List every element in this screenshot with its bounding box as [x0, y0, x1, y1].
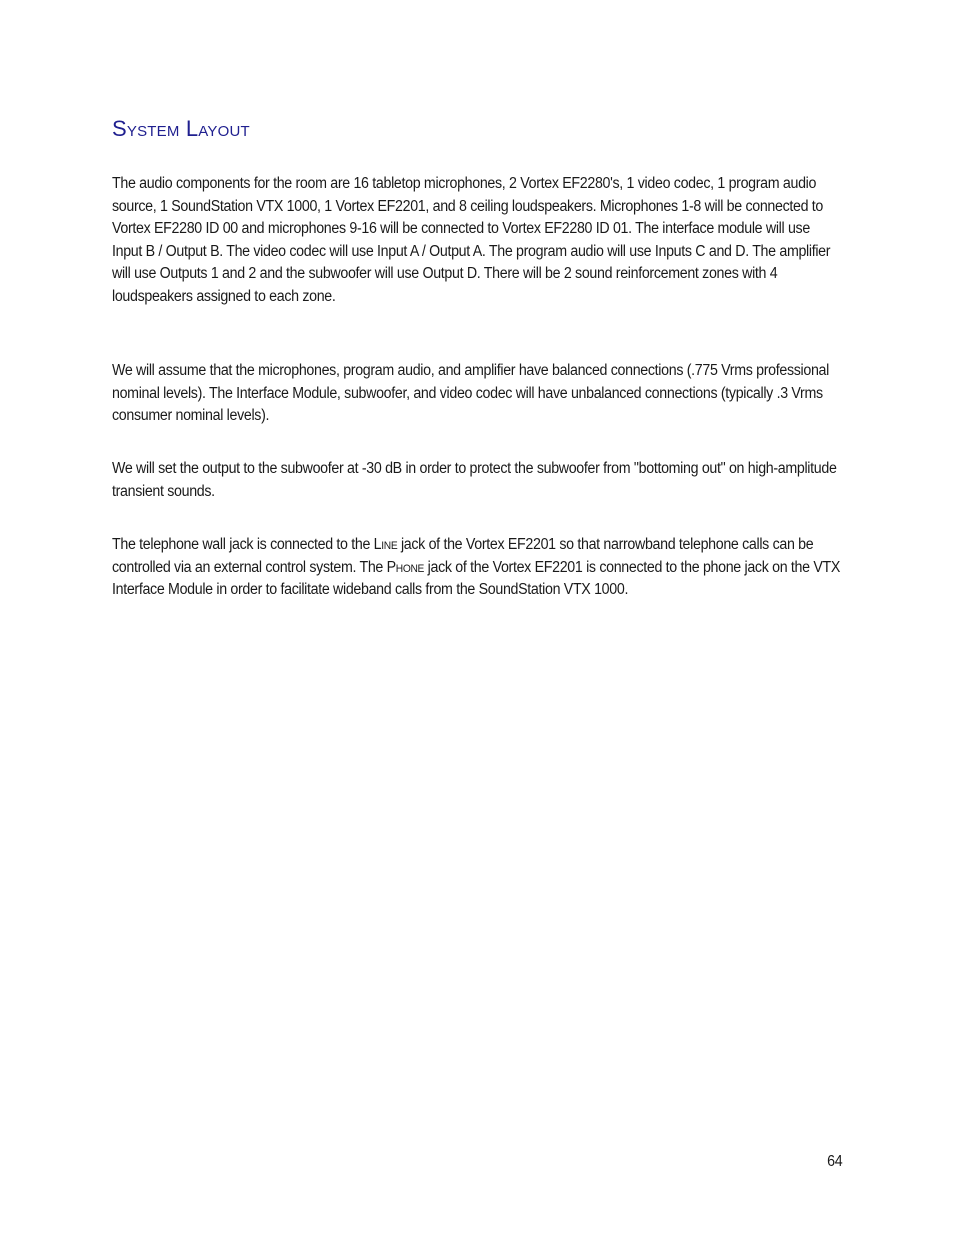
paragraph-subwoofer-output: We will set the output to the subwoofer at -30 dB in order to protect the subwoofer from "bottoming out" on high-amplitude transient sounds. — [112, 460, 837, 500]
paragraph-connections: We will assume that the microphones, program audio, and amplifier have balanced connections (.775 Vrms professional nominal levels). The Interface Module, subwoofer, and video codec will have unbalanced connections (typically .3 Vrms consumer nominal levels). — [112, 362, 829, 425]
paragraph-audio-components: The audio components for the room are 16 tabletop microphones, 2 Vortex EF2280's, 1 video codec, 1 program audio source, 1 SoundStation VTX 1000, 1 Vortex EF2201, and 8 ceiling loudspeakers. Microphones 1-8 will be connected to Vortex EF2280 ID 00 and microphones 9-16 will be connected to Vortex EF2280 ID 01. The interface module will use Input B / Output B. The video codec will use Input A / Output A. The program audio will use Inputs C and D. The amplifier will use Outputs 1 and 2 and the subwoofer will use Output D. There will be 2 sound reinforcement zones with 4 loudspeakers assigned to each zone. — [112, 175, 831, 305]
section-heading: System Layout — [112, 116, 250, 141]
telephone-text-part-2: jack of the Vortex EF2201 so that narrowband telephone calls can be controlled via an external control system. The — [112, 536, 814, 576]
paragraph-telephone-jack — [112, 534, 842, 602]
phone-jack-label: Phone — [386, 558, 425, 576]
page-number: 64 — [826, 1153, 842, 1170]
telephone-text-part-3: jack of the Vortex EF2201 is connected to the phone jack on the VTX Interface Module in order to facilitate wideband calls from the SoundStation VTX 1000. — [112, 558, 841, 599]
line-jack-label: Line — [373, 536, 398, 553]
telephone-text-part-1: The telephone wall jack is connected to the — [112, 536, 374, 553]
